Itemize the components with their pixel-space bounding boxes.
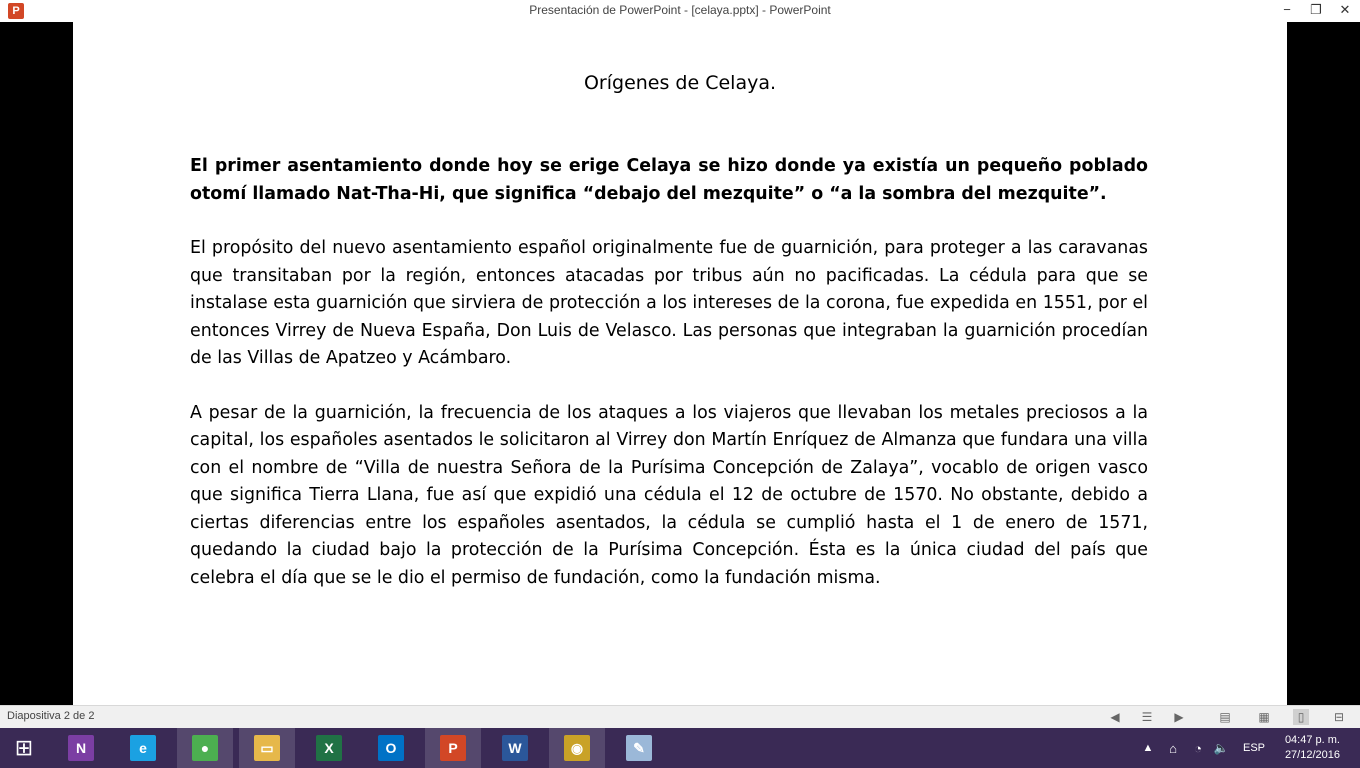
status-bar [0, 705, 1360, 728]
slide-counter: Diapositiva 2 de 2 [7, 710, 95, 722]
chrome-icon: ● [192, 735, 218, 761]
slide-title: Orígenes de Celaya. [583, 72, 777, 94]
clock[interactable] [1285, 733, 1340, 763]
taskbar-file-explorer[interactable] [239, 728, 295, 768]
previous-slide-icon[interactable]: ◀ [1110, 710, 1120, 724]
slide-area [0, 22, 1360, 705]
normal-view-icon[interactable]: ▤ [1219, 710, 1231, 724]
next-slide-icon[interactable]: ▶ [1174, 710, 1184, 724]
powerpoint-taskbar-icon: P [440, 735, 466, 761]
taskbar-excel[interactable] [301, 728, 357, 768]
slideshow-icon[interactable]: ⊟ [1333, 710, 1345, 724]
paint-icon: ✎ [626, 735, 652, 761]
window-title: Presentación de PowerPoint - [celaya.pptx] - PowerPoint [529, 3, 831, 17]
paragraph-2: El propósito del nuevo asentamiento español originalmente fue de guarnición, para proteger a las caravanas que transitaban por la región, entonces atacadas por tribus aún no pacificadas. La cédula para que se instalase esta guarnición que sirviera de protección a los intereses de la corona, fue expedida en 1551, por el entonces Virrey de Nueva España, Don Luis de Velasco. Las personas que integraban la guarnición procedían de las Villas de Apatzeo y Acámbaro. [190, 238, 1148, 368]
file-explorer-icon: ▭ [254, 735, 280, 761]
excel-icon: X [316, 735, 342, 761]
show-hidden-icons-icon[interactable]: ▲ [1142, 742, 1154, 754]
taskbar-chrome[interactable] [177, 728, 233, 768]
title-bar [0, 0, 1360, 22]
taskbar-paint[interactable] [611, 728, 667, 768]
media-app-icon: ◉ [564, 735, 590, 761]
paragraph-1: El primer asentamiento donde hoy se erige Celaya se hizo donde ya existía un pequeño poblado otomí llamado Nat-Tha-Hi, que significa “debajo del mezquite” o “a la sombra del mezquite”. [190, 156, 1148, 204]
onenote-icon: N [68, 735, 94, 761]
network-icon[interactable]: ⌂ [1169, 740, 1177, 756]
taskbar-media-app[interactable] [549, 728, 605, 768]
close-button[interactable]: ✕ [1339, 2, 1351, 17]
taskbar [0, 728, 1360, 768]
language-indicator[interactable]: ESP [1242, 742, 1265, 754]
wifi-icon[interactable]: ◔ [1194, 740, 1202, 756]
powerpoint-icon[interactable]: P [8, 3, 24, 19]
taskbar-onenote[interactable] [53, 728, 109, 768]
minimize-button[interactable]: − [1283, 2, 1291, 17]
slide-body [190, 153, 1148, 619]
taskbar-powerpoint[interactable] [425, 728, 481, 768]
clock-time: 04:47 p. m. [1284, 734, 1340, 746]
taskbar-word[interactable] [487, 728, 543, 768]
slide-sorter-icon[interactable]: ▦ [1258, 710, 1270, 724]
restore-button[interactable]: ❐ [1310, 2, 1322, 17]
slide[interactable] [73, 22, 1287, 705]
internet-explorer-icon: e [130, 735, 156, 761]
reading-view-icon[interactable]: ▯ [1293, 709, 1309, 725]
start-button[interactable]: ⊞ [14, 735, 34, 760]
volume-icon[interactable]: 🔈 [1213, 741, 1229, 755]
taskbar-outlook[interactable] [363, 728, 419, 768]
paragraph-3: A pesar de la guarnición, la frecuencia de los ataques a los viajeros que llevaban los metales preciosos a la capital, los españoles asentados le solicitaron al Virrey don Martín Enríquez de Almanza que fundara una villa con el nombre de “Villa de nuestra Señora de la Purísima Concepción de Zalaya”, vocablo de origen vasco que significa Tierra Llana, fue así que expidió una cédula el 12 de octubre de 1570. No obstante, debido a ciertas diferencias entre los españoles asentados, la cédula se cumplió hasta el 1 de enero de 1571, quedando la ciudad bajo la protección de la Purísima Concepción. Ésta es la única ciudad del país que celebra el día que se le dio el permiso de fundación, como la fundación misma. [190, 402, 1148, 588]
clock-date: 27/12/2016 [1284, 749, 1340, 761]
word-icon: W [502, 735, 528, 761]
outlook-icon: O [378, 735, 404, 761]
slide-menu-icon[interactable]: ☰ [1141, 710, 1153, 724]
taskbar-internet-explorer[interactable] [115, 728, 171, 768]
